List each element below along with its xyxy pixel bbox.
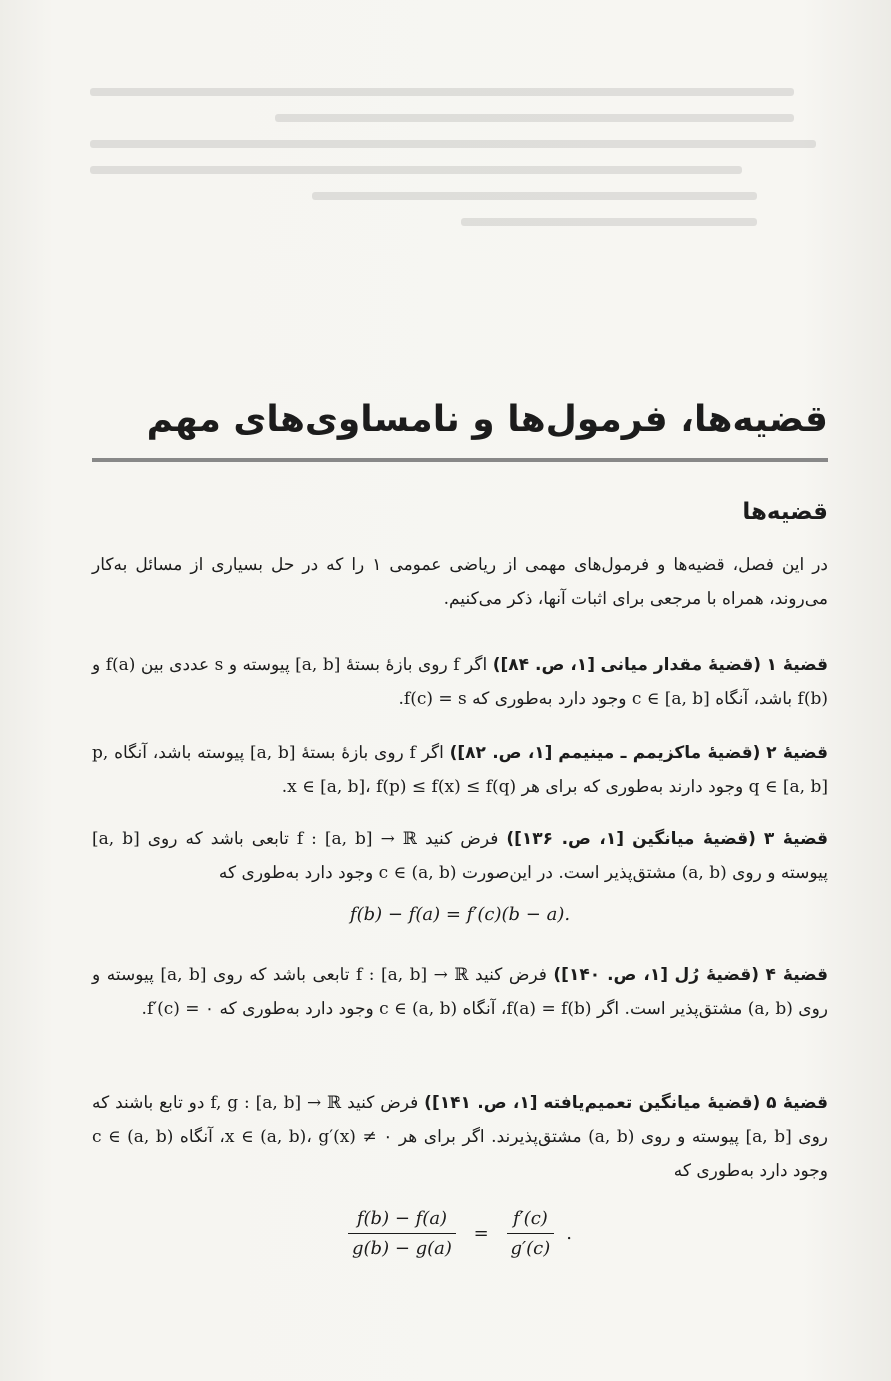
theorem-3-name: (قضیهٔ میانگین [632, 829, 756, 849]
theorem-3-label: قضیهٔ ۳ [763, 829, 828, 849]
fraction-left-denominator: g(b) − g(a) [352, 1238, 452, 1259]
fraction-right-denominator: g′(c) [510, 1238, 551, 1259]
theorem-1-label: قضیهٔ ۱ [766, 655, 829, 675]
theorem-4-label: قضیهٔ ۴ [765, 965, 829, 985]
theorem-3-body: فرض کنید f : [a, b] → ℝ تابعی باشد که روی [a, b] پیوسته و روی (a, b) مشتق‌پذیر است. در این‌صورت c ∈ (a, b) وجود دارد به‌طوری که [92, 829, 828, 883]
theorem-1-ref: [۱، ص. ۸۴]) [492, 655, 595, 675]
theorem-2-body: اگر f روی بازهٔ بستهٔ [a, b] پیوسته باشد، آنگاه p, q ∈ [a, b] وجود دارند به‌طوری که برای هر x ∈ [a, b]، f(p) ≤ f(x) ≤ f(q). [92, 743, 828, 797]
theorem-2-name: (قضیهٔ ماکزیمم ـ مینیمم [558, 743, 761, 763]
fraction-left [348, 1208, 456, 1259]
chapter-title: قضیه‌ها، فرمول‌ها و نامساوی‌های مهم [146, 399, 828, 440]
theorem-2-ref: [۱، ص. ۸۲]) [449, 743, 553, 763]
theorem-3 [92, 822, 828, 890]
fraction-right-numerator: f′(c) [507, 1208, 555, 1234]
theorem-4 [92, 958, 828, 1026]
title-rule [92, 458, 828, 462]
theorem-5-equation [92, 1208, 828, 1259]
theorem-1 [92, 648, 828, 716]
theorem-1-name: (قضیهٔ مقدار میانی [600, 655, 761, 675]
intro-paragraph: در این فصل، قضیه‌ها و فرمول‌های مهمی از ریاضی عمومی ۱ را که در حل بسیاری از مسائل به‌کار می‌روند، همراه با مرجعی برای اثبات آنها، ذکر می‌کنیم. [92, 555, 828, 609]
fraction-left-numerator: f(b) − f(a) [348, 1208, 456, 1234]
theorem-2 [92, 736, 828, 804]
section-heading: قضیه‌ها [742, 499, 828, 525]
theorem-5-label: قضیهٔ ۵ [766, 1093, 828, 1113]
theorem-4-body: فرض کنید f : [a, b] → ℝ تابعی باشد که روی [a, b] پیوسته و روی (a, b) مشتق‌پذیر است. اگر f(a) = f(b)، آنگاه c ∈ (a, b) وجود دارد به‌طوری که f′(c) = ۰. [92, 965, 828, 1019]
theorem-5-body: فرض کنید f, g : [a, b] → ℝ دو تابع باشند که روی [a, b] پیوسته و روی (a, b) مشتق‌پذیرند. اگر برای هر x ∈ (a, b)، g′(x) ≠ ۰، آنگاه c ∈ (a, b) وجود دارد به‌طوری که [92, 1093, 828, 1181]
theorem-2-label: قضیهٔ ۲ [766, 743, 828, 763]
theorem-5-name: (قضیهٔ میانگین تعمیم‌یافته [543, 1093, 761, 1113]
theorem-3-equation: f(b) − f(a) = f′(c)(b − a). [349, 904, 571, 925]
theorem-4-name: (قضیهٔ رُل [674, 965, 759, 985]
fraction-right [507, 1208, 555, 1259]
theorem-1-body: اگر f روی بازهٔ بستهٔ [a, b] پیوسته و s عددی بین f(a) و f(b) باشد، آنگاه c ∈ [a, b] وجود دارد به‌طوری که f(c) = s. [92, 655, 828, 709]
theorem-5-ref: [۱، ص. ۱۴۱]) [424, 1093, 538, 1113]
equals-sign: = [473, 1223, 489, 1244]
page-content [92, 0, 828, 1381]
theorem-3-ref: [۱، ص. ۱۳۶]) [506, 829, 625, 849]
equation-period: . [566, 1223, 572, 1244]
theorem-4-ref: [۱، ص. ۱۴۰]) [553, 965, 669, 985]
theorem-5 [92, 1086, 828, 1188]
